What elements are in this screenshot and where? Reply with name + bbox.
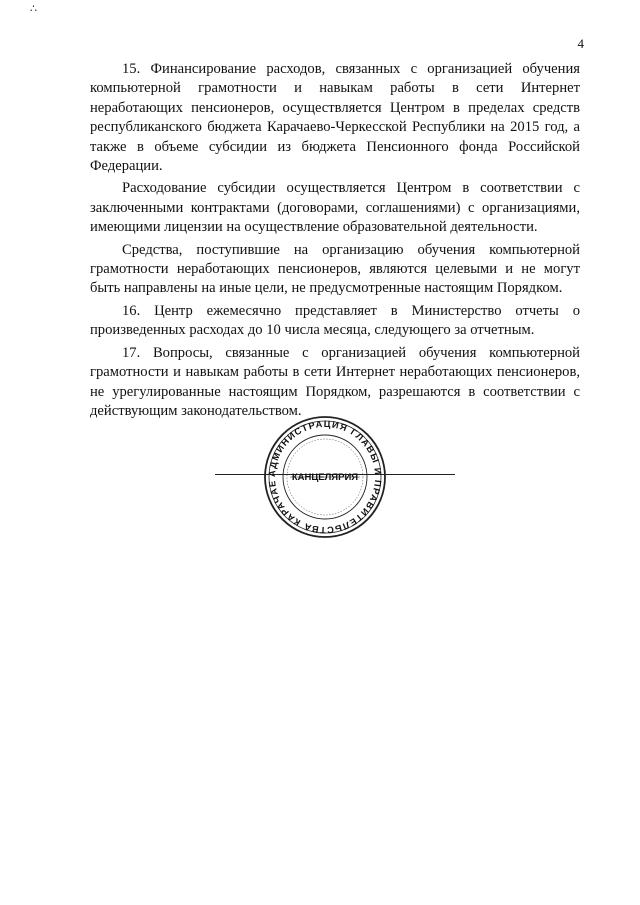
- corner-marks: ∴: [30, 3, 39, 15]
- paragraph-16: 16. Центр ежемесячно представляет в Министерство отчеты о произведенных расходах до 10 числа месяца, следующего за отчетным.: [90, 302, 580, 339]
- paragraph-17: 17. Вопросы, связанные с организацией обучения компьютерной грамотности и навыкам работы в сети Интернет неработающих пенсионеров, не урегулированные настоящим Порядком, разрешаются в соответствии с действующим законодательством.: [90, 344, 580, 419]
- document-body: [90, 60, 580, 424]
- paragraph-funds: Средства, поступившие на организацию обучения компьютерной грамотности неработающих пенсионеров, являются целевыми и не могут быть направлены на иные цели, не предусмотренные настоящим Порядком.: [90, 241, 580, 297]
- seal-center-text: КАНЦЕЛЯРИЯ: [291, 472, 359, 483]
- paragraph-spending: Расходование субсидии осуществляется Центром в соответствии с заключенными контрактами (договорами, соглашениями) с организациями, имеющими лицензии на осуществление образовательной деятельности.: [90, 180, 580, 236]
- seal-outer-text: АДМИНИСТРАЦИЯ ГЛАВЫ И ПРАВИТЕЛЬСТВА КАРАЧАЕ: [266, 418, 384, 536]
- official-seal: [262, 414, 388, 540]
- paragraph-15: 15. Финансирование расходов, связанных с организацией обучения компьютерной грамотности и навыкам работы в сети Интернет неработающих пенсионеров, осуществляется Центром в пределах средств республиканского бюджета Карачаево-Черкесской Республики на 2015 год, а также в объеме субсидии из бюджета Пенсионного фонда Российской Федерации.: [90, 61, 580, 175]
- seal-graphic: [262, 414, 388, 540]
- page-number: 4: [577, 36, 584, 51]
